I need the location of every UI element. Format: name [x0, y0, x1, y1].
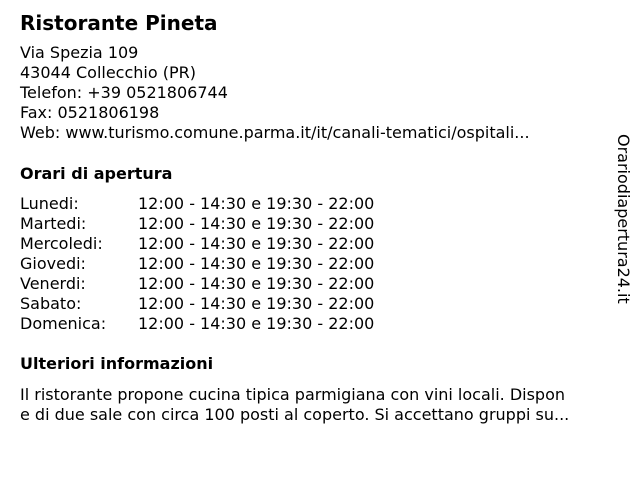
info-line: Il ristorante propone cucina tipica parmigiana con vini locali. Dispon — [20, 385, 566, 404]
watermark — [613, 134, 633, 310]
more-info-heading: Ulteriori informazioni — [20, 354, 214, 373]
day-label: Mercoledi: — [20, 234, 103, 253]
time-range: 12:00 - 14:30 e 19:30 - 22:00 — [138, 314, 375, 333]
website-link[interactable]: Web: www.turismo.comune.parma.it/it/canali-tematici/ospitali... — [20, 123, 530, 142]
info-line: e di due sale con circa 100 posti al coperto. Si accettano gruppi su... — [20, 405, 570, 424]
day-label: Venerdi: — [20, 274, 86, 293]
day-label: Sabato: — [20, 294, 82, 313]
time-range: 12:00 - 14:30 e 19:30 - 22:00 — [138, 194, 375, 213]
restaurant-title: Ristorante Pineta — [20, 11, 218, 35]
watermark-text: Orariodiapertura24.it — [614, 134, 633, 304]
fax-number: Fax: 0521806198 — [20, 103, 160, 122]
opening-hours-heading: Orari di apertura — [20, 164, 173, 183]
time-range: 12:00 - 14:30 e 19:30 - 22:00 — [138, 274, 375, 293]
phone-number: Telefon: +39 0521806744 — [20, 83, 228, 102]
day-label: Martedi: — [20, 214, 87, 233]
day-label: Domenica: — [20, 314, 107, 333]
address-block — [20, 43, 530, 143]
city-address: 43044 Collecchio (PR) — [20, 63, 196, 82]
day-label: Lunedi: — [20, 194, 79, 213]
day-label: Giovedi: — [20, 254, 86, 273]
time-range: 12:00 - 14:30 e 19:30 - 22:00 — [138, 234, 375, 253]
time-range: 12:00 - 14:30 e 19:30 - 22:00 — [138, 254, 375, 273]
more-info-text — [20, 385, 620, 425]
time-range: 12:00 - 14:30 e 19:30 - 22:00 — [138, 214, 375, 233]
street-address: Via Spezia 109 — [20, 43, 139, 62]
time-range: 12:00 - 14:30 e 19:30 - 22:00 — [138, 294, 375, 313]
